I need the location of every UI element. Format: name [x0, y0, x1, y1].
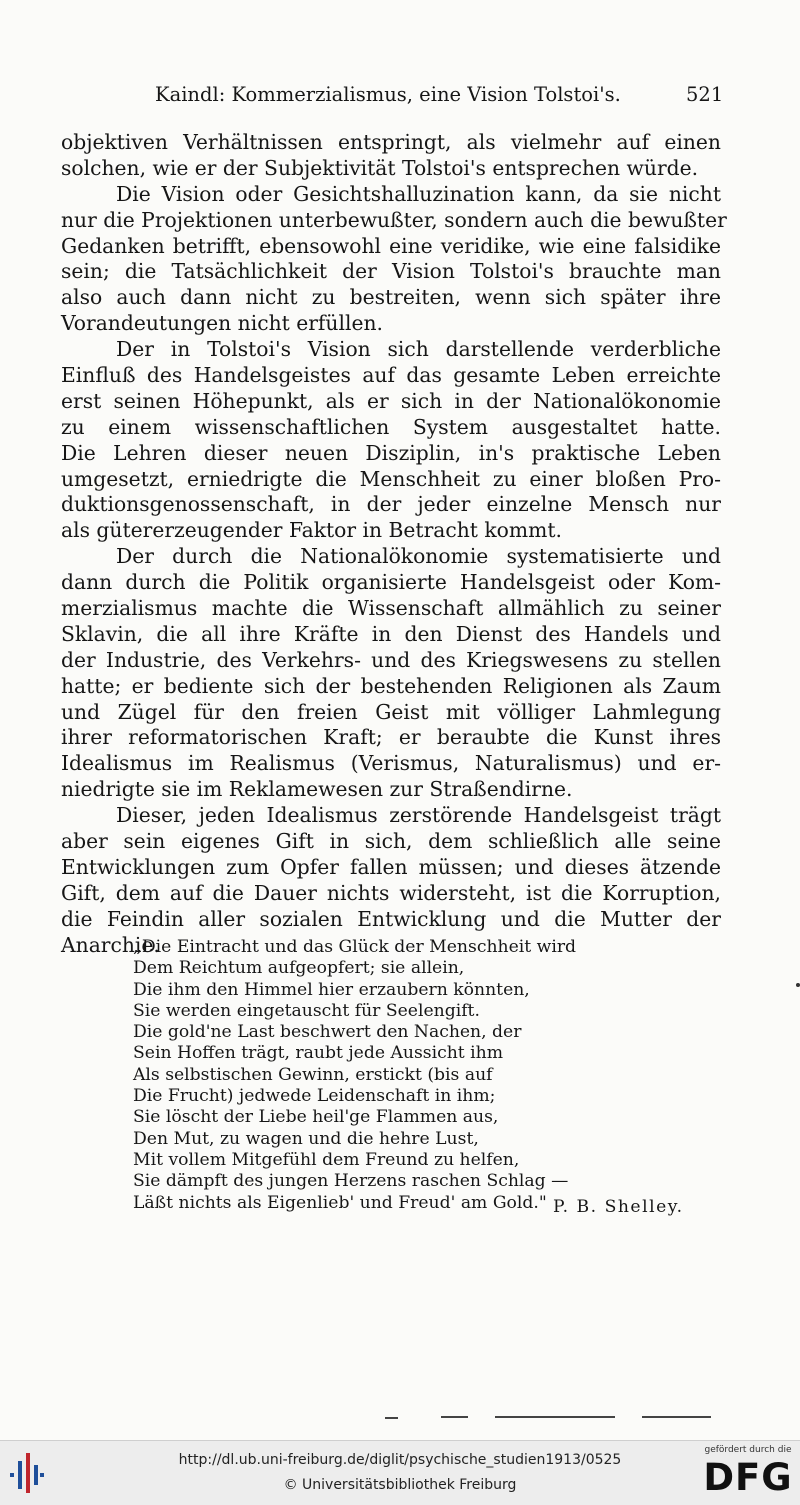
text-line: dann durch die Politik organisierte Handelsgeist oder Kom- — [61, 570, 721, 595]
text-line: niedrigte sie im Reklamewesen zur Straßendirne. — [61, 777, 573, 802]
poem-attribution: P. B. Shelley. — [553, 1197, 684, 1217]
text-line: solchen, wie er der Subjektivität Tolstoi's entsprechen würde. — [61, 155, 699, 180]
text-line: sein; die Tatsächlichkeit der Vision Tolstoi's brauchte man — [61, 259, 721, 284]
poem-line: Sie dämpft des jungen Herzens raschen Schlag — — [133, 1171, 569, 1192]
text-line: der Industrie, des Verkehrs- und des Kriegswesens zu stellen — [61, 647, 721, 672]
text-line: aber sein eigenes Gift in sich, dem schließlich alle seine — [61, 829, 721, 854]
text-line: merzialismus machte die Wissenschaft allmählich zu seiner — [61, 596, 721, 621]
scan-mark — [385, 1417, 398, 1419]
running-head-title: Kaindl: Kommerzialismus, eine Vision Tolstoi's. — [155, 83, 621, 106]
dfg-sponsor-logo — [700, 1445, 796, 1501]
dfg-logo-text: DFG — [703, 1456, 793, 1499]
poem-line: Dem Reichtum aufgeopfert; sie allein, — [133, 958, 465, 979]
text-line: und Zügel für den freien Geist mit völliger Lahmlegung — [61, 699, 721, 724]
poem-line: Als selbstischen Gewinn, erstickt (bis auf — [133, 1064, 493, 1085]
text-line: erst seinen Höhepunkt, als er sich in der Nationalökonomie — [61, 388, 721, 413]
text-line: als gütererzeugender Faktor in Betracht kommt. — [61, 518, 562, 543]
poem-line: Sein Hoffen trägt, raubt jede Aussicht ihm — [133, 1043, 504, 1064]
text-line: Idealismus im Realismus (Verismus, Naturalismus) und er- — [61, 751, 721, 776]
text-line: umgesetzt, erniedrigte die Menschheit zu einer bloßen Pro- — [61, 466, 721, 491]
poem-line: Den Mut, zu wagen und die hehre Lust, — [133, 1128, 479, 1149]
poem-line: Sie löscht der Liebe heil'ge Flammen aus, — [133, 1107, 499, 1128]
copyright-notice: © Universitätsbibliothek Freiburg — [283, 1477, 517, 1493]
text-line: Entwicklungen zum Opfer fallen müssen; und dieses ätzende — [61, 854, 721, 879]
sponsor-caption: gefördert durch die — [704, 1445, 792, 1455]
text-line: Gedanken betrifft, ebensowohl eine veridike, wie eine falsidike — [61, 233, 721, 258]
text-line: duktionsgenossenschaft, in der jeder einzelne Mensch nur — [61, 492, 721, 517]
text-line: also auch dann nicht zu bestreiten, wenn sich später ihre — [61, 285, 721, 310]
page-number: 521 — [686, 83, 724, 106]
text-line: zu einem wissenschaftlichen System ausgestaltet hatte. — [61, 414, 721, 439]
text-line: Die Lehren dieser neuen Disziplin, in's praktische Leben — [61, 440, 721, 465]
text-line: Dieser, jeden Idealismus zerstörende Handelsgeist trägt — [116, 803, 721, 828]
text-line: Der in Tolstoi's Vision sich darstellende verderbliche — [116, 337, 721, 362]
text-line: objektiven Verhältnissen entspringt, als vielmehr auf einen — [61, 130, 721, 154]
text-line: die Feindin aller sozialen Entwicklung und die Mutter der — [61, 906, 721, 931]
poem-line: Sie werden eingetauscht für Seelengift. — [133, 1000, 480, 1021]
poem-line: Läßt nichts als Eigenlieb' und Freud' am Gold." — [133, 1192, 547, 1213]
text-line: Vorandeutungen nicht erfüllen. — [61, 311, 383, 336]
body-text — [61, 130, 727, 959]
scan-mark — [495, 1416, 615, 1418]
text-line: hatte; er bediente sich der bestehenden Religionen als Zaum — [61, 673, 721, 698]
text-line: ihrer reformatorischen Kraft; er beraubte die Kunst ihres — [61, 725, 721, 750]
text-line: Der durch die Nationalökonomie systematisierte und — [116, 544, 721, 569]
scan-mark — [441, 1416, 468, 1418]
poem-line: Die Frucht) jedwede Leidenschaft in ihm; — [133, 1086, 496, 1107]
text-line: Gift, dem auf die Dauer nichts widersteht, ist die Korruption, — [61, 880, 721, 905]
viewer-footer — [0, 1440, 800, 1505]
poem-line: Die gold'ne Last beschwert den Nachen, der — [133, 1022, 522, 1043]
poem-line: Die ihm den Himmel hier erzaubern könnten, — [133, 979, 530, 1000]
permalink-url[interactable]: http://dl.ub.uni-freiburg.de/diglit/psychische_studien1913/0525 — [178, 1452, 622, 1468]
text-line: Anarchie. — [61, 932, 160, 957]
text-line: nur die Projektionen unterbewußter, sondern auch die bewußter — [61, 207, 727, 232]
text-line: Einfluß des Handelsgeistes auf das gesamte Leben erreichte — [61, 363, 721, 388]
margin-dot — [796, 983, 800, 987]
poem-line: „Die Eintracht und das Glück der Menschheit wird — [133, 937, 577, 957]
text-line: Die Vision oder Gesichtshalluzination kann, da sie nicht — [116, 181, 721, 206]
scan-mark — [642, 1416, 711, 1418]
poem-quote — [133, 937, 713, 1214]
text-line: Sklavin, die all ihre Kräfte in den Dienst des Handels und — [61, 621, 721, 646]
poem-line: Mit vollem Mitgefühl dem Freund zu helfen, — [133, 1149, 520, 1170]
